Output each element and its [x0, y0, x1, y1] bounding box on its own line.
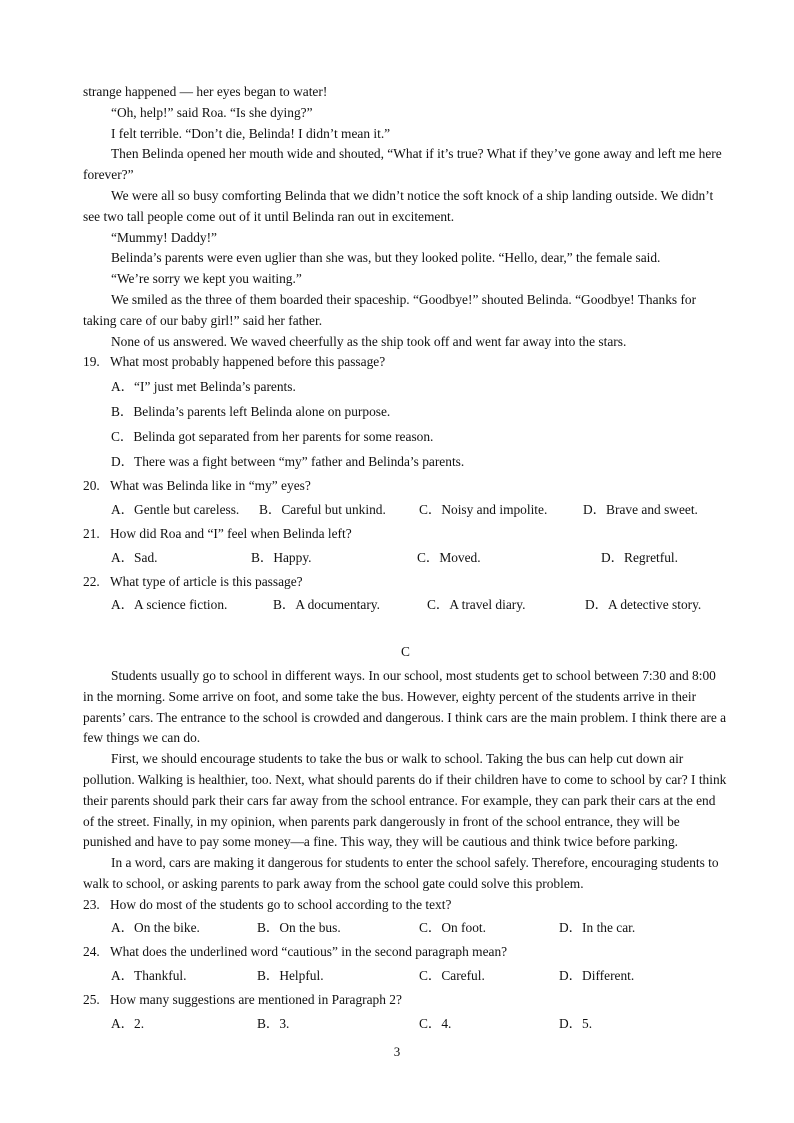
- option-a: A．Sad.: [111, 549, 158, 565]
- option-b: B．A documentary.: [273, 597, 380, 613]
- question-text: How did Roa and “I” feel when Belinda left?: [110, 525, 352, 541]
- options: [111, 1014, 728, 1035]
- option-d: D．Different.: [559, 968, 635, 984]
- question-20: [83, 476, 728, 521]
- option-c: C．Belinda got separated from her parents for some reason.: [111, 428, 434, 444]
- option-c: C．Noisy and impolite.: [419, 502, 548, 518]
- question-stem: [83, 572, 728, 593]
- exam-page: [83, 82, 728, 1037]
- question-text: How do most of the students go to school according to the text?: [110, 896, 452, 912]
- question-25: [83, 990, 728, 1035]
- options: [111, 548, 728, 569]
- question-text: How many suggestions are mentioned in Paragraph 2?: [110, 991, 402, 1007]
- paragraph: I felt terrible. “Don’t die, Belinda! I didn’t mean it.”: [111, 125, 391, 141]
- option-b: B．3.: [257, 1015, 290, 1031]
- question-number: 23.: [83, 896, 100, 912]
- passage-b-tail: [83, 82, 728, 352]
- option-d: D．Brave and sweet.: [583, 502, 698, 518]
- option-b: B．Helpful.: [257, 968, 324, 984]
- question-stem: [83, 524, 728, 545]
- paragraph: Belinda’s parents were even uglier than she was, but they looked polite. “Hello, dear,” the female said.: [111, 250, 661, 266]
- option-c: C．4.: [419, 1015, 452, 1031]
- option-b: B．Careful but unkind.: [259, 502, 386, 518]
- paragraph: Students usually go to school in different ways. In our school, most students get to school between 7:30 and 8:00 in the morning. Some arrive on foot, and some take the bus. However, eighty percent of the students arrive in their parents’ cars. The entrance to the school is crowded and dangerous. I think cars are the main problem. I think there are a few things we can do.: [83, 667, 727, 746]
- paragraph: None of us answered. We waved cheerfully as the ship took off and went far away into the stars.: [111, 333, 627, 349]
- option-b: B．Belinda’s parents left Belinda alone on purpose.: [111, 403, 391, 419]
- option-d: D．5.: [559, 1015, 593, 1031]
- option-d: D．A detective story.: [585, 597, 702, 613]
- question-stem: [83, 895, 728, 916]
- option-a: A．“I” just met Belinda’s parents.: [111, 379, 296, 395]
- options: [111, 595, 728, 616]
- question-22: [83, 572, 728, 617]
- option-a: A．Thankful.: [111, 968, 187, 984]
- option-b: B．Happy.: [251, 549, 312, 565]
- paragraph: “Mummy! Daddy!”: [111, 229, 217, 245]
- paragraph: We smiled as the three of them boarded their spaceship. “Goodbye!” shouted Belinda. “Goodbye! Thanks for taking care of our baby girl!” said her father.: [83, 291, 697, 328]
- option-c: C．Moved.: [417, 549, 481, 565]
- question-text: What was Belinda like in “my” eyes?: [110, 478, 311, 494]
- question-number: 19.: [83, 354, 100, 370]
- question-number: 21.: [83, 525, 100, 541]
- question-24: [83, 942, 728, 987]
- option-d: D．There was a fight between “my” father and Belinda’s parents.: [111, 453, 465, 469]
- question-stem: [83, 942, 728, 963]
- paragraph: We were all so busy comforting Belinda that we didn’t notice the soft knock of a ship landing outside. We didn’t see two tall people come out of it until Belinda ran out in excitement.: [83, 187, 714, 224]
- paragraph: “Oh, help!” said Roa. “Is she dying?”: [111, 104, 313, 120]
- option-c: C．Careful.: [419, 968, 485, 984]
- paragraph: Then Belinda opened her mouth wide and shouted, “What if it’s true? What if they’ve gone away and left me here forever?”: [83, 146, 722, 183]
- option-d: D．Regretful.: [601, 549, 678, 565]
- page-number: 3: [393, 1044, 401, 1059]
- options: [83, 377, 728, 472]
- question-19: [83, 352, 728, 472]
- question-text: What type of article is this passage?: [110, 573, 303, 589]
- section-title: C: [401, 644, 410, 660]
- question-stem: [83, 352, 728, 373]
- question-number: 24.: [83, 944, 100, 960]
- option-c: C．A travel diary.: [427, 597, 526, 613]
- option-a: A．A science fiction.: [111, 597, 228, 613]
- question-number: 20.: [83, 478, 100, 494]
- option-a: A．On the bike.: [111, 920, 200, 936]
- option-a: A．Gentle but careless.: [111, 502, 240, 518]
- question-21: [83, 524, 728, 569]
- options: [111, 966, 728, 987]
- question-text: What most probably happened before this passage?: [110, 354, 386, 370]
- options: [111, 918, 728, 939]
- question-text: What does the underlined word “cautious” in the second paragraph mean?: [110, 944, 508, 960]
- question-stem: [83, 990, 728, 1011]
- paragraph: “We’re sorry we kept you waiting.”: [111, 271, 302, 287]
- question-number: 22.: [83, 573, 100, 589]
- question-23: [83, 895, 728, 940]
- paragraph: In a word, cars are making it dangerous for students to enter the school safely. Therefore, encouraging students to walk to school, or asking parents to park away from the school gate could solve this problem.: [83, 855, 719, 891]
- option-a: A．2.: [111, 1015, 145, 1031]
- passage-c: [83, 666, 728, 895]
- question-number: 25.: [83, 991, 100, 1007]
- option-c: C．On foot.: [419, 920, 486, 936]
- paragraph: First, we should encourage students to take the bus or walk to school. Taking the bus can help cut down air pollution. Walking is healthier, too. Next, what should parents do if their children have to come to school by car? I think their parents should park their cars far away from the school entrance. For example, they can park their cars at the end of the street. Finally, in my opinion, when parents park dangerously in front of the school entrance, they will be punished and have to pay some money—a fine. This way, they will be cautious and think twice before parking.: [83, 751, 727, 850]
- options: [111, 500, 728, 521]
- question-stem: [83, 476, 728, 497]
- option-b: B．On the bus.: [257, 920, 341, 936]
- paragraph: strange happened — her eyes began to water!: [83, 84, 328, 99]
- option-d: D．In the car.: [559, 920, 636, 936]
